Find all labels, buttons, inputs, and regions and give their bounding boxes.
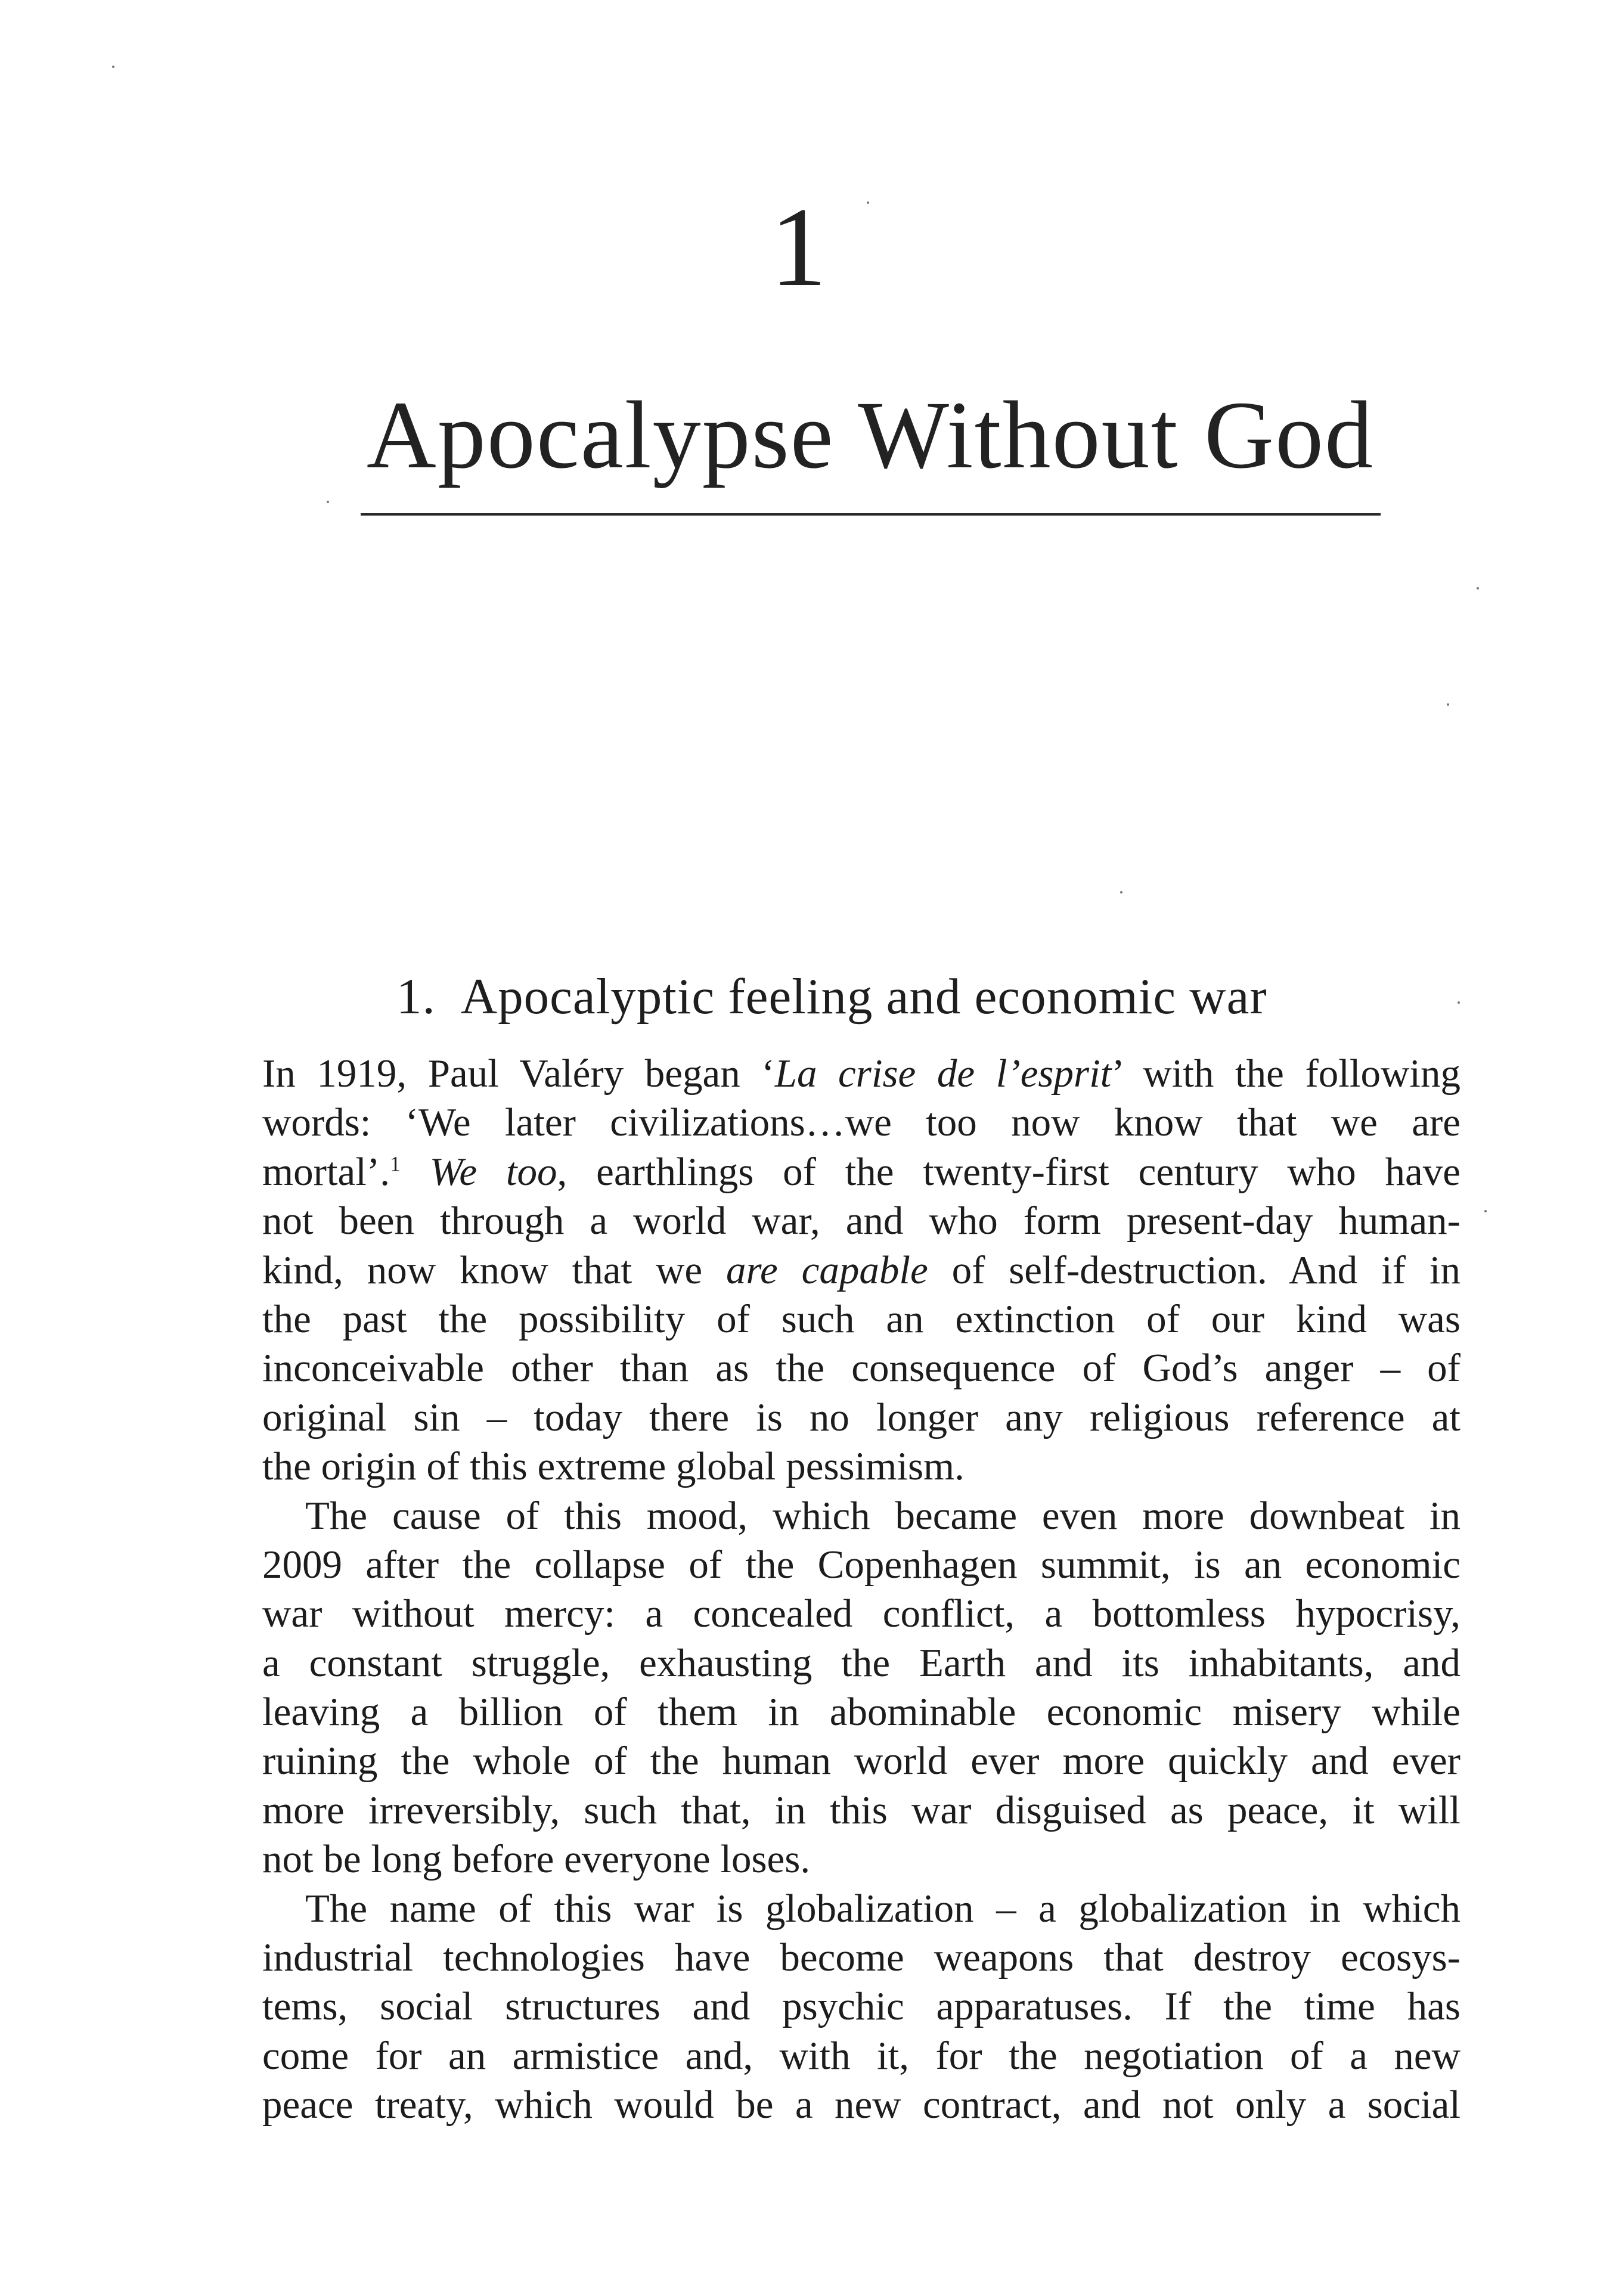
text-line: The name of this war is globalization – a globalization in which <box>305 1886 1460 1931</box>
scan-speck <box>867 201 869 204</box>
title-underline-rule <box>361 513 1381 516</box>
scan-speck <box>1458 1001 1460 1004</box>
text-line: original sin – today there is no longer any religious reference at <box>262 1395 1460 1439</box>
text-line: inconceivable other than as the consequence of God’s anger – of <box>262 1346 1460 1391</box>
text-line: the past the possibility of such an extinction of our kind was <box>262 1296 1460 1341</box>
text-line: a constant struggle, exhausting the Earth and its inhabitants, and <box>262 1640 1460 1685</box>
scan-speck <box>1477 587 1479 589</box>
section-title: Apocalyptic feeling and economic war <box>460 969 1267 1025</box>
italic-title: La crise de l’esprit <box>774 1051 1112 1096</box>
chapter-title: Apocalypse Without God <box>366 382 1375 489</box>
body-text <box>262 1049 1460 2130</box>
text-line: peace treaty, which would be a new contract, and not only a social <box>262 2083 1460 2127</box>
text-line: more irreversibly, such that, in this war disguised as peace, it will <box>262 1788 1460 1832</box>
text-line: ruining the whole of the human world ever more quickly and ever <box>262 1739 1460 1783</box>
section-heading <box>396 969 1344 1025</box>
text-line: words: ‘We later civilizations…we too now know that we are <box>262 1100 1460 1145</box>
text-line: tems, social structures and psychic apparatuses. If the time has <box>262 1984 1460 2029</box>
text-line: industrial technologies have become weapons that destroy ecosys- <box>262 1935 1460 1980</box>
italic-phrase: are capable <box>725 1248 928 1292</box>
scan-speck <box>112 66 114 68</box>
text-line: war without mercy: a concealed conflict, a bottomless hypocrisy, <box>262 1591 1460 1636</box>
text-line: come for an armistice and, with it, for the negotiation of a new <box>262 2033 1460 2078</box>
scan-speck <box>327 501 329 503</box>
scan-speck <box>1447 703 1449 706</box>
text-line: mortal’.$^1$ We too, earthlings of the twenty-first century who have <box>262 1149 1460 1194</box>
italic-phrase: We too <box>429 1149 557 1194</box>
text-line: The cause of this mood, which became even more downbeat in <box>305 1493 1460 1538</box>
text-line: leaving a billion of them in abominable economic misery while <box>262 1690 1460 1735</box>
chapter-number: 1 <box>770 185 827 310</box>
scan-speck <box>1120 891 1122 893</box>
text-line: not been through a world war, and who form present-day human- <box>262 1199 1460 1243</box>
text-line: not be long before everyone loses. <box>262 1837 811 1882</box>
text-line: 2009 after the collapse of the Copenhagen summit, is an economic <box>262 1542 1460 1587</box>
scan-speck <box>1484 1210 1487 1212</box>
section-number: 1. <box>396 969 436 1025</box>
text-line: In 1919, Paul Valéry began ‘La crise de l’esprit’ with the following <box>262 1051 1460 1096</box>
text-line: the origin of this extreme global pessimism. <box>262 1444 965 1489</box>
footnote-marker: 1 <box>389 1152 401 1176</box>
text-line: kind, now know that we are capable of self-destruction. And if in <box>262 1248 1460 1292</box>
